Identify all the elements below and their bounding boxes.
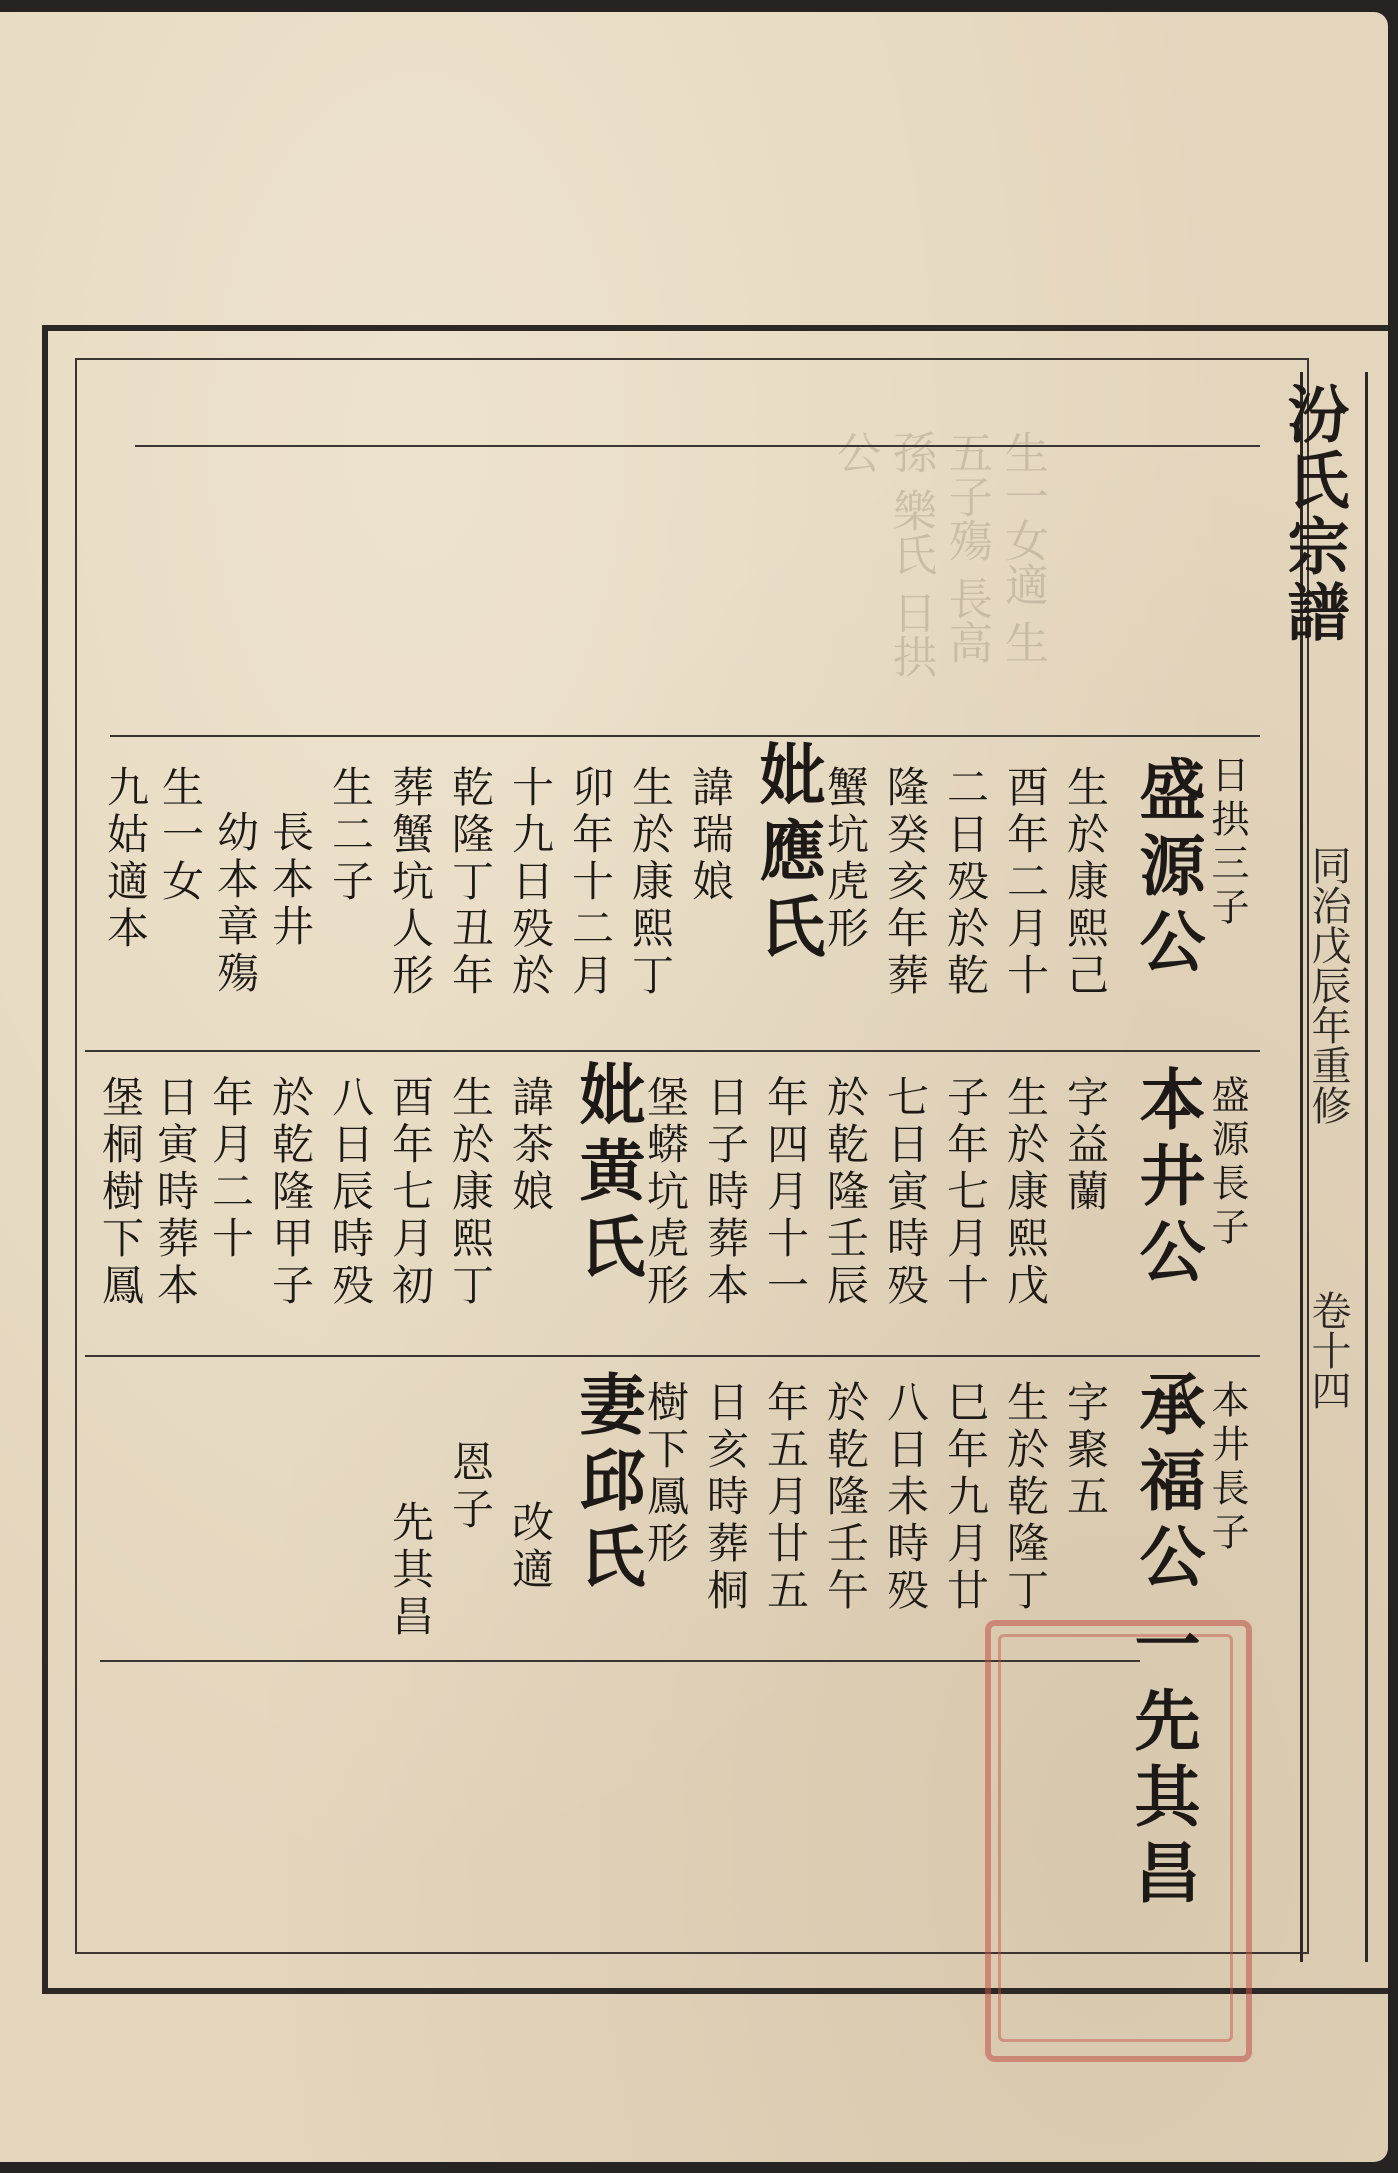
volume-number: 卷十四 [1305, 1290, 1351, 1410]
person-3-line: 字聚五 [1061, 1380, 1110, 1521]
rule-1 [110, 735, 1260, 737]
rule-4 [100, 1660, 1140, 1662]
rule-3 [85, 1355, 1260, 1357]
person-2-line: 於乾隆壬辰 [821, 1075, 870, 1310]
spouse-1-line: 幼本章殤 [211, 810, 260, 998]
person-2-line: 子年七月十 [941, 1075, 990, 1310]
spouse-1-line: 葬蟹坑人形 [386, 765, 435, 1000]
person-2-name: 本井公 [1128, 1065, 1206, 1293]
section-2-lead: 盛源長子 [1205, 1075, 1249, 1251]
spouse-1-line: 長本井 [266, 810, 315, 951]
spouse-3-line: 恩子 [446, 1440, 495, 1534]
rule-2 [85, 1050, 1260, 1052]
section-1-lead: 日拱三子 [1205, 755, 1249, 931]
person-2-line: 生於康熙戊 [1001, 1075, 1050, 1310]
spouse-1-line: 諱瑞娘 [686, 765, 735, 906]
spouse-2-name: 妣黄氏 [568, 1060, 646, 1288]
section-3-lead: 本井長子 [1205, 1380, 1249, 1556]
spouse-1-line: 乾隆丁丑年 [446, 765, 495, 1000]
person-1-line: 酉年二月十 [1001, 765, 1050, 1000]
spouse-2-line: 八日辰時殁 [326, 1075, 375, 1310]
person-1-line: 隆癸亥年葬 [881, 765, 930, 1000]
bleed-through-text: 生一女適 生五子殤 長高孫 樂氏 日拱公 [829, 430, 1048, 678]
spouse-3-line: 先其昌 [386, 1500, 435, 1641]
person-1-name: 盛源公 [1128, 755, 1206, 983]
person-1-line: 蟹坑虎形 [821, 765, 870, 953]
person-3-line: 八日未時殁 [881, 1380, 930, 1615]
descendant-name: 一先其昌 [1123, 1610, 1201, 1914]
person-2-line: 堡蟒坑虎形 [641, 1075, 690, 1310]
spouse-2-line: 堡桐樹下鳳 [96, 1075, 145, 1310]
spouse-3-note: 改適 [506, 1500, 555, 1594]
person-3-line: 巳年九月廿 [941, 1380, 990, 1615]
spouse-1-line: 九姑適本 [101, 765, 150, 953]
person-1-line: 二日殁於乾 [941, 765, 990, 1000]
person-2-line: 日子時葬本 [701, 1075, 750, 1310]
person-3-name: 承福公 [1128, 1370, 1206, 1598]
spouse-1-line: 十九日殁於 [506, 765, 555, 1000]
person-3-line: 生於乾隆丁 [1001, 1380, 1050, 1615]
person-3-line: 於乾隆壬午 [821, 1380, 870, 1615]
spouse-1-line: 卯年十二月 [566, 765, 615, 1000]
person-2-line: 字益蘭 [1061, 1075, 1110, 1216]
spouse-2-line: 年月二十 [206, 1075, 255, 1263]
person-3-line: 樹下鳳形 [641, 1380, 690, 1568]
person-2-line: 年四月十一 [761, 1075, 810, 1310]
spouse-3-name: 妻邱氏 [568, 1370, 646, 1598]
person-2-line: 七日寅時殁 [881, 1075, 930, 1310]
rule-top [135, 445, 1260, 447]
spouse-2-line: 酉年七月初 [386, 1075, 435, 1310]
spouse-2-line: 諱茶娘 [506, 1075, 555, 1216]
spouse-1-line: 生於康熙丁 [626, 765, 675, 1000]
spouse-1-line: 生二子 [326, 765, 375, 906]
book-title: 汾氏宗譜 [1277, 382, 1350, 646]
spouse-2-line: 於乾隆甲子 [266, 1075, 315, 1310]
spouse-2-line: 日寅時葬本 [151, 1075, 200, 1310]
spouse-2-line: 生於康熙丁 [446, 1075, 495, 1310]
spouse-1-name: 妣應氏 [748, 740, 826, 968]
spouse-1-line: 生一女 [156, 765, 205, 906]
person-1-line: 生於康熙己 [1061, 765, 1110, 1000]
person-3-line: 日亥時葬桐 [701, 1380, 750, 1615]
person-3-line: 年五月廿五 [761, 1380, 810, 1615]
edition-note: 同治戊辰年重修 [1305, 845, 1351, 1125]
